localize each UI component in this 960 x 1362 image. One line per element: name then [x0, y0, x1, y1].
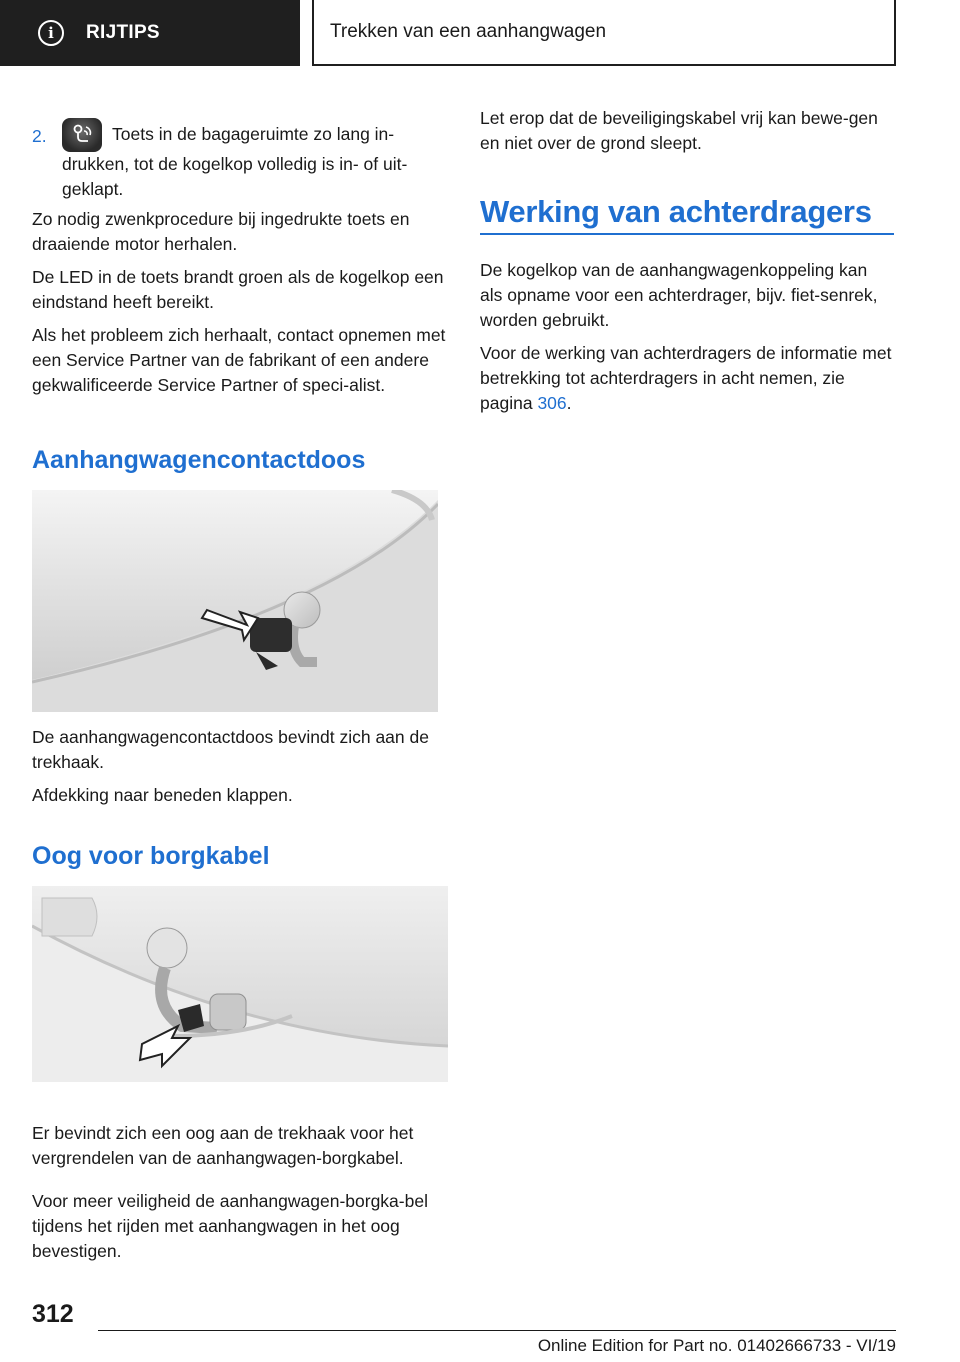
paragraph-led-info: De LED in de toets brandt groen als de kogelkop een eindstand heeft bereikt. — [32, 267, 444, 312]
carrier-info-text: Voor de werking van achterdragers de informatie met betrekking tot achterdragers in acht nemen, zie pagina — [480, 343, 892, 413]
edition-info: Online Edition for Part no. 01402666733 - VI/19 — [537, 1336, 896, 1355]
info-icon: i — [38, 20, 64, 46]
step-text — [62, 118, 452, 202]
paragraph-repeat-procedure: Zo nodig zwenkprocedure bij ingedrukte toets en draaiende motor herhalen. — [32, 209, 410, 254]
step-number: 2. — [32, 126, 47, 146]
page-link-306[interactable]: 306 — [537, 393, 567, 413]
paragraph-socket-location: De aanhangwagencontactdoos bevindt zich aan de trekhaak. — [32, 727, 429, 772]
step-2 — [32, 118, 452, 202]
step-line-3: geklapt. — [62, 179, 124, 199]
footer-divider — [98, 1330, 896, 1331]
paragraph-contact-service: Als het probleem zich herhaalt, contact opnemen met een Service Partner van de fabrikant of een andere gekwalificeerde Service Partner of speci-alist. — [32, 325, 446, 395]
paragraph-carrier-info — [480, 341, 892, 416]
paragraph-eye-location: Er bevindt zich een oog aan de trekhaak voor het vergrendelen van de aanhangwagen-borgkabel. — [32, 1123, 414, 1168]
paragraph-fold-cover: Afdekking naar beneden klappen. — [32, 785, 293, 805]
paragraph-attach-cable: Voor meer veiligheid de aanhangwagen-borgka-bel tijdens het rijden met aanhangwagen in het oog bevestigen. — [32, 1191, 428, 1261]
trailer-hitch-button-icon — [62, 118, 102, 152]
heading-underline — [480, 233, 894, 235]
carrier-info-suffix: . — [566, 393, 572, 413]
step-line-2: drukken, tot de kogelkop volledig is in- of uit- — [62, 154, 408, 174]
chapter-title: Trekken van een aanhangwagen — [330, 21, 607, 42]
paragraph-cable-free: Let erop dat de beveiligingskabel vrij kan bewe-gen en niet over de grond sleept. — [480, 108, 878, 153]
safety-cable-eye-image — [32, 886, 448, 1082]
section-title: RIJTIPS — [86, 22, 160, 43]
trailer-socket-image — [32, 490, 438, 712]
header-section-tab — [0, 0, 300, 66]
paragraph-carrier-mount: De kogelkop van de aanhangwagenkoppeling kan als opname voor een achterdrager, bijv. fiet-senrek, worden gebruikt. — [480, 260, 878, 330]
header-chapter-box — [312, 0, 896, 66]
heading-contactdoos: Aanhangwagencontactdoos — [32, 446, 366, 474]
heading-borgkabel: Oog voor borgkabel — [32, 842, 270, 870]
step-line-1: Toets in de bagageruimte zo lang in- — [112, 124, 395, 144]
heading-achterdragers: Werking van achterdragers — [480, 194, 872, 229]
page-number: 312 — [32, 1300, 74, 1328]
